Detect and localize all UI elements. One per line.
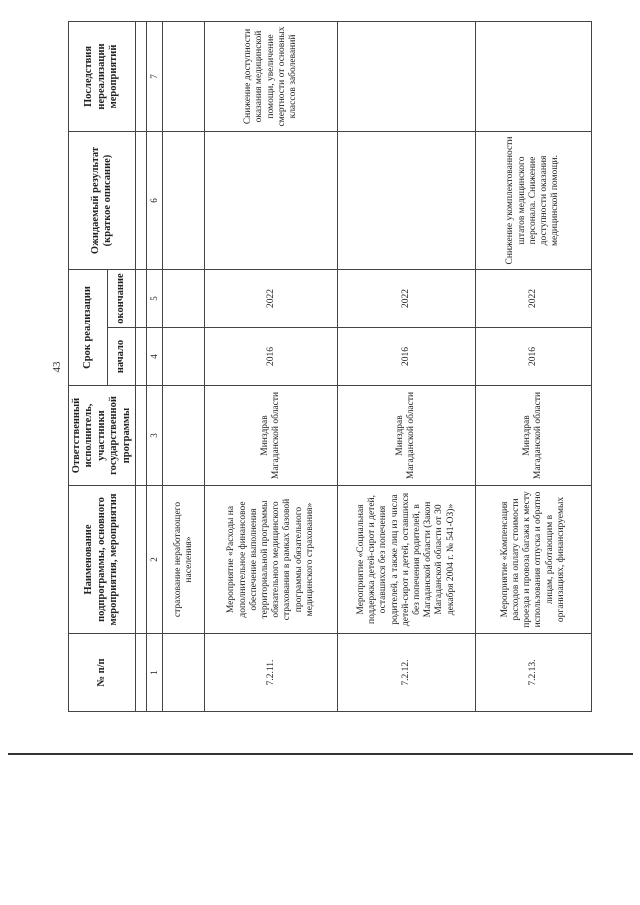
empty-cell bbox=[135, 386, 146, 486]
empty-row bbox=[135, 22, 146, 712]
column-number: 5 bbox=[146, 270, 163, 328]
row-end: 2022 bbox=[337, 270, 475, 328]
row-end: 2022 bbox=[475, 270, 591, 328]
row-executor bbox=[163, 386, 205, 486]
empty-cell bbox=[135, 328, 146, 386]
row-expected bbox=[337, 132, 475, 270]
empty-cell bbox=[135, 132, 146, 270]
row-name: Мероприятие «Социальная поддержка детей-сирот и детей, оставшихся без попечения родителей, а также лиц из числа детей-сирот и детей, оставшихся без попечения родителей, в Магаданской области (Закон Магаданской области от 30 декабря 2004 г. № 541-ОЗ)» bbox=[337, 486, 475, 634]
row-executor: Минздрав Магаданской области bbox=[475, 386, 591, 486]
header-name: Наименование подпрограммы, основного мероприятия, мероприятия bbox=[69, 486, 136, 634]
rotated-page bbox=[51, 22, 573, 712]
header-num: № п/п bbox=[69, 634, 136, 712]
row-consequences bbox=[475, 22, 591, 132]
empty-cell bbox=[135, 634, 146, 712]
table-row bbox=[475, 22, 591, 712]
table-row bbox=[163, 22, 205, 712]
row-start bbox=[163, 328, 205, 386]
header-row bbox=[69, 22, 108, 712]
row-consequences bbox=[337, 22, 475, 132]
row-num bbox=[163, 634, 205, 712]
row-executor: Минздрав Магаданской области bbox=[205, 386, 337, 486]
empty-cell bbox=[135, 22, 146, 132]
header-end: окончание bbox=[108, 270, 136, 328]
column-number: 7 bbox=[146, 22, 163, 132]
page-number: 43 bbox=[51, 361, 63, 373]
column-number-row bbox=[146, 22, 163, 712]
column-number: 4 bbox=[146, 328, 163, 386]
column-number: 6 bbox=[146, 132, 163, 270]
column-number: 1 bbox=[146, 634, 163, 712]
row-name: Мероприятие «Компенсация расходов на оплату стоимости проезда и провоза багажа к месту использования отпуска и обратно лицам, работающим в организациях, финансируемых bbox=[475, 486, 591, 634]
column-number: 2 bbox=[146, 486, 163, 634]
row-expected bbox=[205, 132, 337, 270]
table-row bbox=[205, 22, 337, 712]
row-expected bbox=[163, 132, 205, 270]
empty-cell bbox=[135, 486, 146, 634]
column-number: 3 bbox=[146, 386, 163, 486]
horizontal-rule bbox=[8, 753, 633, 755]
row-consequences bbox=[163, 22, 205, 132]
row-start: 2016 bbox=[337, 328, 475, 386]
header-expected: Ожидаемый результат (краткое описание) bbox=[69, 132, 136, 270]
table-row bbox=[337, 22, 475, 712]
row-executor: Минздрав Магаданской области bbox=[337, 386, 475, 486]
header-period: Срок реализации bbox=[69, 270, 108, 386]
row-num: 7.2.11. bbox=[205, 634, 337, 712]
header-start: начало bbox=[108, 328, 136, 386]
empty-cell bbox=[135, 270, 146, 328]
row-start: 2016 bbox=[205, 328, 337, 386]
row-start: 2016 bbox=[475, 328, 591, 386]
row-name: страхование неработающего населения» bbox=[163, 486, 205, 634]
program-table bbox=[68, 21, 592, 712]
row-num: 7.2.13. bbox=[475, 634, 591, 712]
row-end: 2022 bbox=[205, 270, 337, 328]
row-end bbox=[163, 270, 205, 328]
row-num: 7.2.12. bbox=[337, 634, 475, 712]
header-executor: Ответственный исполнитель, участники государственной программы bbox=[69, 386, 136, 486]
row-expected: Снижение укомплектованности штатов медицинского персонала. Снижение доступности оказания медицинской помощи. bbox=[475, 132, 591, 270]
header-consequences: Последствия нереализации мероприятий bbox=[69, 22, 136, 132]
row-consequences: Снижение доступности оказания медицинской помощи, увеличение смертности от основных классов заболеваний bbox=[205, 22, 337, 132]
row-name: Мероприятие «Расходы на дополнительное финансовое обеспечение выполнения территориальной программы обязательного медицинского страхования в рамках базовой программы обязательного медицинского страхования» bbox=[205, 486, 337, 634]
